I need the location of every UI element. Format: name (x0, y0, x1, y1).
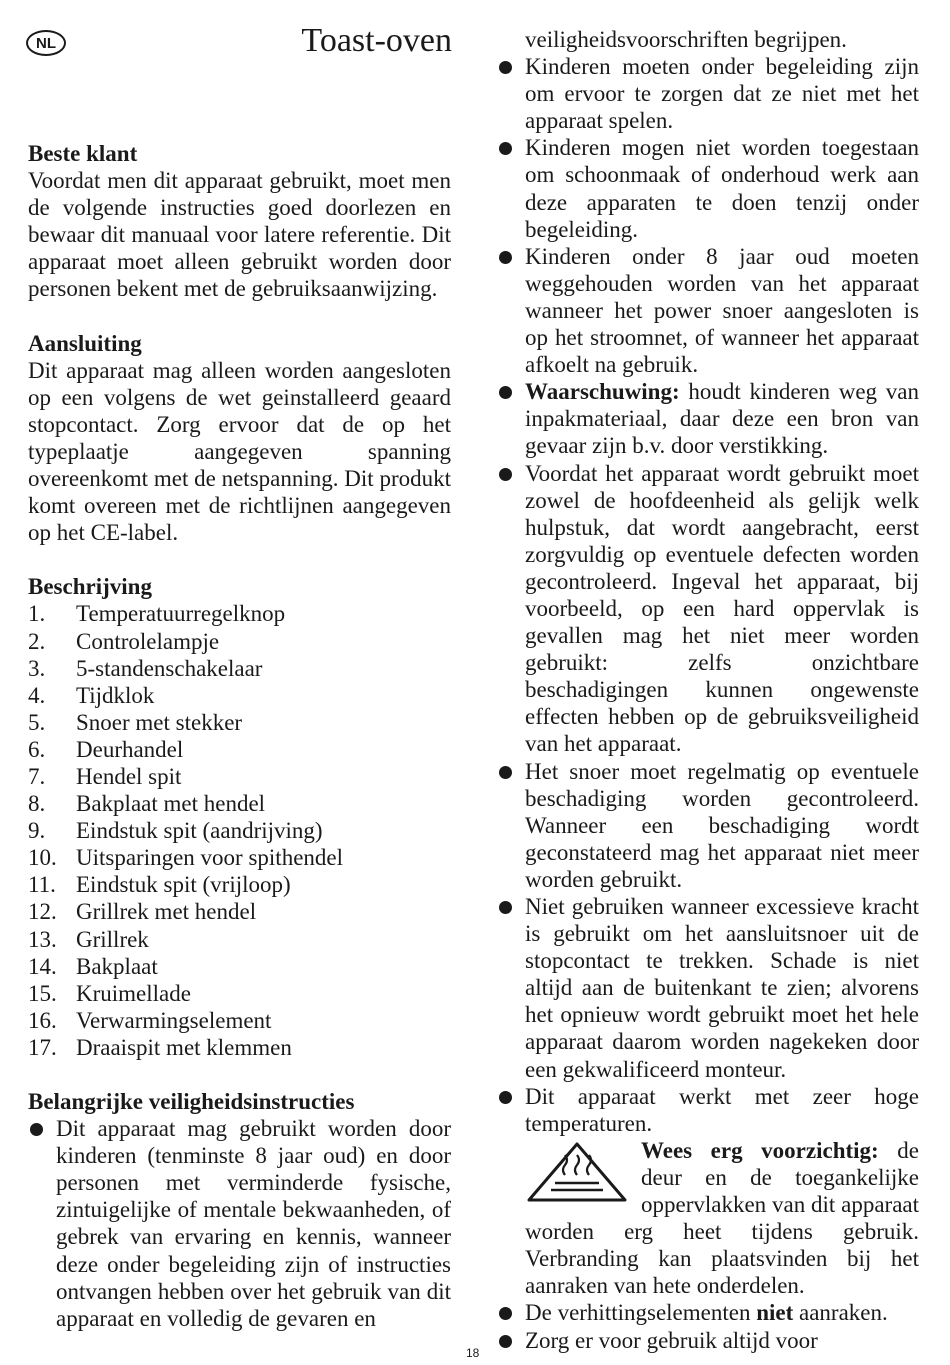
list-item: Kinderen moeten onder begeleiding zijn om ervoor te zorgen dat ze niet met het apparaat spelen. (497, 53, 919, 134)
connection-section (28, 330, 451, 547)
list-item: Het snoer moet regelmatig op eventuele beschadiging worden gecontroleerd. Wanneer een beschadiging wordt geconstateerd mag het apparaat niet meer worden gebruikt. (497, 758, 919, 893)
list-item: 9. Eindstuk spit (aandrijving) (28, 818, 323, 844)
list-item: 11. Eindstuk spit (vrijloop) (28, 872, 291, 898)
hot-surface-warning (497, 1137, 919, 1300)
intro-section (28, 140, 451, 303)
bullet-icon (499, 901, 512, 914)
list-item: 12. Grillrek met hendel (28, 899, 257, 925)
list-item: Kinderen onder 8 jaar oud moeten weggehouden worden van het apparaat wanneer het power snoer aangesloten is op het stroomnet, of wanneer het apparaat afkoelt na gebruik. (497, 243, 919, 378)
list-item: 17. Draaispit met klemmen (28, 1034, 292, 1060)
safety-heading: Belangrijke veiligheidsinstructies (28, 1089, 355, 1114)
bullet-icon (499, 766, 512, 779)
page-title: Toast-oven (301, 22, 452, 59)
list-item: 13. Grillrek (28, 926, 149, 952)
list-item: Voordat het apparaat wordt gebruikt moet zowel de hoofdeenheid als gelijk welk hulpstuk, dat wordt aangebracht, eerst zorgvuldig op eventuele defecten worden gecontroleerd. Ingeval het apparaat, bij voorbeeld, op een hard oppervlak is gevallen mag het niet meer worden gebruikt: zelfs onzichtbare beschadigingen kunnen ongewenste effecten hebben op de gebruiksveiligheid van het apparaat. (497, 460, 919, 758)
list-item: 8. Bakplaat met hendel (28, 791, 266, 817)
bullet-icon (499, 61, 512, 74)
list-item: 2. Controlelampje (28, 628, 220, 654)
list-item: 1. Temperatuurregelknop (28, 601, 286, 627)
list-item: Dit apparaat mag gebruikt worden door kinderen (tenminste 8 jaar oud) en door personen met verminderde fysische, zintuigelijke of mentale bekwaanheden, of gebrek van ervaring en kennis, wanneer deze onder begeleiding zijn of instructies ontvangen hebben over het gebruik van dit apparaat en volledig de gevaren en (28, 1115, 451, 1332)
language-badge: NL (26, 30, 66, 56)
list-item: 14. Bakplaat (28, 953, 158, 979)
list-item: 5. Snoer met stekker (28, 709, 243, 735)
bullet-icon (499, 1091, 512, 1104)
list-item: 16. Verwarmingselement (28, 1007, 272, 1033)
list-item: Niet gebruiken wanneer excessieve kracht is gebruikt om het aansluitsnoer uit de stopcontact te trekken. Schade is niet altijd aan de buitenkant te zien; alvorens het opnieuw wordt gebruikt moet het hele apparaat daarom worden nagekeken door een gekwalificeerd monteur. (497, 893, 919, 1083)
bullet-icon (499, 251, 512, 264)
safety-list-right (497, 53, 919, 1137)
bullet-icon (499, 1307, 512, 1320)
description-heading: Beschrijving (28, 574, 152, 600)
right-column (497, 26, 919, 1354)
list-item: Waarschuwing: houdt kinderen weg van inpakmateriaal, daar deze een bron van gevaar zijn b.v. door verstikking. (497, 378, 919, 459)
intro-heading: Beste klant (28, 141, 138, 166)
parts-list (28, 600, 451, 1061)
list-item: 10. Uitsparingen voor spithendel (28, 845, 344, 871)
list-item: 7. Hendel spit (28, 763, 182, 789)
bullet-icon (499, 386, 512, 399)
warning-text: de deur en de toegankelijke oppervlakken van dit apparaat worden erg heet tijdens gebruik. Verbranding kan plaatsvinden bij het aanraken van hete onderdelen. (525, 1137, 919, 1299)
safety-section (28, 1088, 451, 1332)
list-item: De verhittingselementen niet aanraken. (497, 1299, 919, 1326)
safety-list-right-end (497, 1299, 919, 1353)
safety-list-left (28, 1115, 451, 1332)
description-section (28, 573, 451, 1061)
page-number: 18 (466, 1346, 480, 1360)
list-item: Zorg er voor gebruik altijd voor (497, 1327, 919, 1354)
list-item: Dit apparaat werkt met zeer hoge temperaturen. (497, 1083, 919, 1137)
intro-text: Voordat men dit apparaat gebruikt, moet men de volgende instructies goed doorlezen en bewaar dit manuaal voor latere referentie. Dit apparaat moet alleen gebruikt worden door personen bekent met de gebruiksaanwijzing. (28, 168, 451, 302)
list-item: 6. Deurhandel (28, 736, 184, 762)
connection-text: Dit apparaat mag alleen worden aangesloten op een volgens de wet geinstalleerd geaard stopcontact. Zorg ervoor dat de op het typeplaatje aangegeven spanning overeenkomt met de netspanning. Dit produkt komt overeen met de richtlijnen aangegeven op het CE-label. (28, 357, 451, 546)
hot-surface-warning-icon (525, 1141, 629, 1203)
list-item: Kinderen mogen niet worden toegestaan om schoonmaak of onderhoud werk aan deze apparaten te doen tenzij onder begeleiding. (497, 134, 919, 242)
bullet-icon (499, 142, 512, 155)
list-item: 3. 5-standenschakelaar (28, 655, 263, 681)
bullet-icon (499, 468, 512, 481)
left-column (28, 140, 451, 1332)
list-item: 4. Tijdklok (28, 682, 155, 708)
list-item: 15. Kruimellade (28, 980, 191, 1006)
warning-bold: Wees erg voorzichtig: (641, 1137, 879, 1163)
bullet-icon (30, 1123, 43, 1136)
bullet-icon (499, 1335, 512, 1348)
connection-heading: Aansluiting (28, 330, 142, 356)
bullet-continuation: veiligheidsvoorschriften begrijpen. (525, 27, 847, 52)
